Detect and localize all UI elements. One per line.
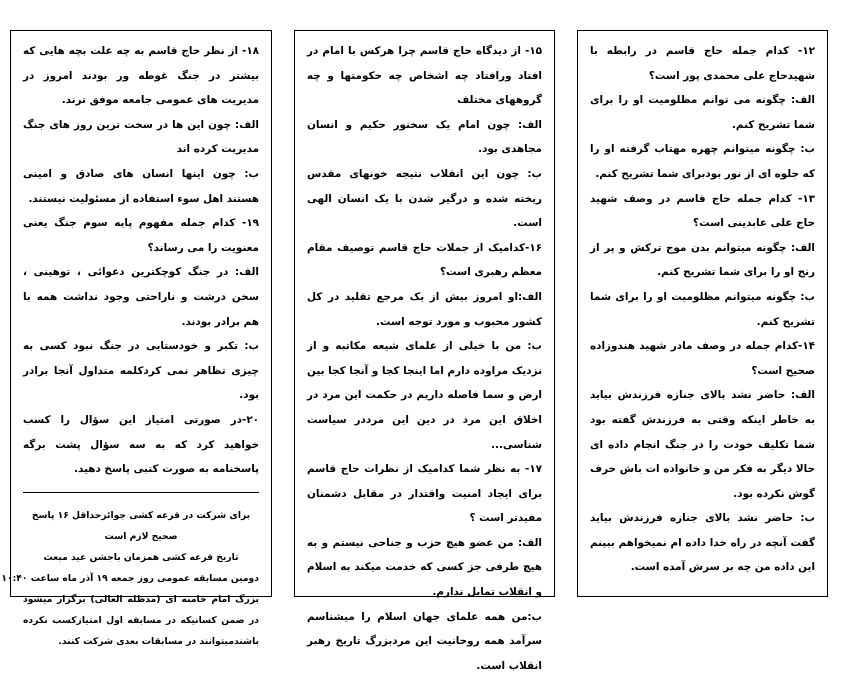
option-17-a: الف: من عضو هیچ حزب و جناحی نیستم و به هیچ طرفی جز کسی که خدمت میکند به اسلام و انقلاب تمایل ندارم. <box>307 536 542 599</box>
notes-divider <box>23 492 259 493</box>
option-18-a: الف: چون این ها در سخت ترین روز های جنگ مدیریت کرده اند <box>23 118 259 156</box>
option-15-a: الف: چون امام یک سخنور حکیم و انسان مجاهدی بود. <box>307 118 542 156</box>
question-20: ۲۰-در صورتی امتیاز این سؤال را کسب خواهید کرد که به سه سؤال پشت برگه پاسخنامه به صورت کتبی پاسخ دهید. <box>23 413 259 476</box>
option-13-b: ب: چگونه میتوانم مظلومیت او را برای شما تشریح کنم. <box>590 290 815 328</box>
option-14-b: ب: حاضر نشد بالای جنازه فرزندش بیاید گفت آنچه در راه خدا داده ام نمیخواهم ببینم این داده من چه بر سرش آمده است. <box>590 512 815 574</box>
option-16-b: ب: من با خیلی از علمای شیعه مکاتبه و از نزدیک مراوده دارم اما اینجا کجا و آنجا کجا بین ارض و سما فاصله داریم در حکمت این مرد در اخلاق این مرد در دین این مرددر سیاست شناسی... <box>307 340 542 451</box>
question-column-right <box>577 30 828 597</box>
question-16: ۱۶-کدامیک از جملات حاج قاسم توصیف مقام معظم رهبری است؟ <box>307 241 542 279</box>
note-prize-requirement: برای شرکت در قرعه کشی جوائزحداقل ۱۶ پاسخ <box>31 509 251 521</box>
option-13-a: الف: چگونه میتوانم بدن موج ترکش و پر از رنج او را برای شما تشریح کنم. <box>590 241 815 279</box>
question-15: ۱۵- از دیدگاه حاج قاسم چرا هرکس با امام در افتاد ورافتاد چه اشخاص چه حکومتها و چه گروههای مختلف <box>307 45 542 107</box>
option-15-b: ب: چون این انقلاب نتیجه خونهای مقدس ریخته شده و درگیر شدن با یک انسان الهی است. <box>307 167 542 230</box>
question-18: ۱۸- از نظر حاج قاسم به چه علت بچه هایی که بیشتر در جنگ غوطه ور بودند امروز در مدیریت های عمومی جامعه موفق ترند. <box>23 45 259 107</box>
question-17: ۱۷- به نظر شما کدامیک از نظرات حاج قاسم برای ایجاد امنیت واقتدار در مقابل دشمنان مفیدتر است ؟ <box>307 463 542 525</box>
option-12-b: ب: چگونه میتوانم چهره مهتاب گرفته او را که جلوه ای از نور بودبرای شما تشریح کنم. <box>590 143 815 180</box>
question-13: ۱۳- کدام جمله حاج قاسم در وصف شهید حاج علی عابدینی است؟ <box>590 192 815 230</box>
option-14-a: الف: حاضر نشد بالای جنازه فرزندش بیاید به خاطر اینکه وقتی به فرزندش گفته بود شما تکلیف خودت را در جنگ انجام داده ای حالا دیگر به فکر من و خانواده ات باش حرف گوش نکرده بود. <box>590 389 815 500</box>
note-draw-date: تاریخ قرعه کشی همزمان باجشن عید مبعث <box>43 551 239 563</box>
question-column-left <box>1 30 272 647</box>
option-17-b: ب:من همه علمای جهان اسلام را میشناسم سرآمد همه روحانیت این مردبزرگ تاریخ رهبر انقلاب است. <box>307 610 542 672</box>
note-location: بزرگ امام خامنه ای (مدظله العالی) برگزار میشود در ضمن کسانیکه در مسابقه اول امتیازکسب نکرده باشندمیتوانند در مسابقات بعدی شرکت کنند. <box>23 593 259 647</box>
note-correct-answers: صحیح لازم است <box>104 530 178 542</box>
option-16-a: الف:او امروز بیش از یک مرجع تقلید در کل کشور محبوب و مورد توجه است. <box>307 290 542 328</box>
option-12-a: الف: چگونه می توانم مظلومیت او را برای شما تشریح کنم. <box>590 94 815 131</box>
option-19-a: الف: در جنگ کوچکترین دعوائی ، توهینی ، سخن درشت و ناراحتی وجود نداشت همه با هم برادر بودند. <box>23 266 259 328</box>
option-18-b: ب: چون اینها انسان های صادق و امینی هستند اهل سوء استفاده از مسئولیت نیستند. <box>23 167 259 205</box>
note-second-contest: دومین مسابقه عمومی روز جمعه ۱۹ آذر ماه ساعت ۱۰:۴۰ <box>1 572 259 584</box>
contest-notes <box>1 505 259 652</box>
question-column-middle <box>294 30 555 672</box>
question-12: ۱۲- کدام جمله حاج قاسم در رابطه با شهیدحاج علی محمدی پور است؟ <box>590 45 815 82</box>
question-14: ۱۴-کدام جمله در وصف مادر شهید هندوزاده صحیح است؟ <box>590 340 815 377</box>
option-19-b: ب: تکبر و خودستایی در جنگ نبود کسی به چیزی تظاهر نمی کردکلمه متداول آنجا برادر بود. <box>23 340 259 402</box>
question-19: ۱۹- کدام جمله مفهوم پایه سوم جنگ یعنی معنویت را می رساند؟ <box>23 217 259 254</box>
